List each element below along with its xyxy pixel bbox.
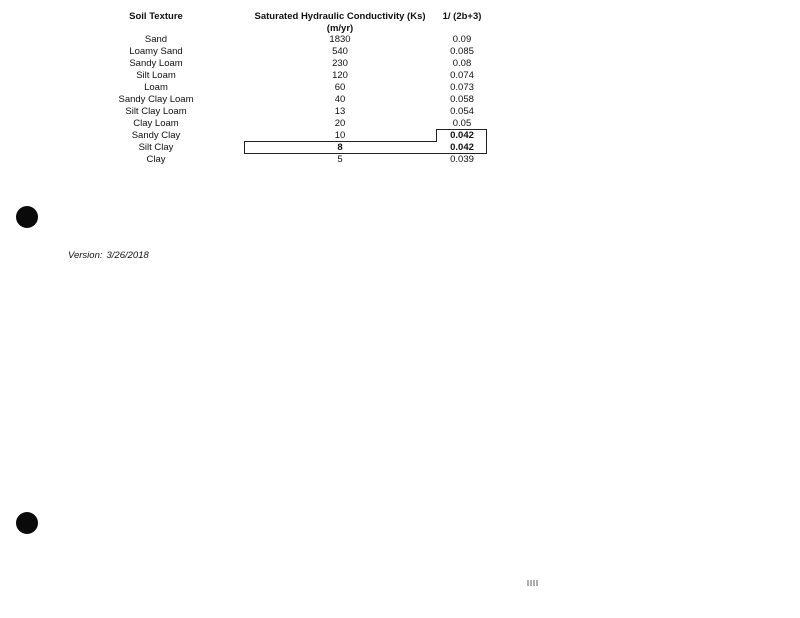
cell-soil-texture: Sand (144, 34, 168, 45)
highlight-box-right-line (486, 129, 487, 153)
cell-ks: 5 (337, 154, 343, 165)
cell-ks: 10 (334, 130, 346, 141)
punch-hole-mark (16, 512, 38, 534)
cell-inv: 0.085 (450, 46, 474, 57)
cell-ks: 60 (334, 82, 346, 93)
version-date: 3/26/2018 (106, 250, 149, 261)
table-row (0, 46, 520, 58)
highlight-box-far-left-line (244, 141, 245, 153)
cell-inv: 0.058 (450, 94, 474, 105)
table-row (0, 70, 520, 82)
cell-ks: 1830 (329, 34, 351, 45)
cell-ks: 20 (334, 118, 346, 129)
header-inverse-exponent: 1/ (2b+3) (442, 11, 482, 22)
cell-soil-texture: Sandy Clay (131, 130, 181, 141)
cell-soil-texture: Clay Loam (133, 118, 179, 129)
cell-inv: 0.073 (450, 82, 474, 93)
table-row (0, 94, 520, 106)
version-line (68, 250, 149, 261)
cell-soil-texture: Sandy Loam (129, 58, 183, 69)
table-row (0, 82, 520, 94)
header-hydraulic-conductivity-unit: (m/yr) (326, 23, 354, 34)
cell-soil-texture: Sandy Clay Loam (118, 94, 194, 105)
table-row (0, 106, 520, 118)
cell-soil-texture: Silt Loam (136, 70, 176, 81)
cell-soil-texture: Loamy Sand (129, 46, 183, 57)
cell-soil-texture: Clay (146, 154, 166, 165)
header-soil-texture: Soil Texture (129, 11, 183, 22)
cell-soil-texture: Silt Clay (138, 142, 174, 153)
table-row (0, 34, 520, 46)
cell-ks: 8 (337, 142, 343, 153)
header-hydraulic-conductivity: Saturated Hydraulic Conductivity (Ks) (254, 11, 426, 22)
cell-inv: 0.05 (452, 118, 472, 129)
highlight-box-top-line (436, 129, 487, 130)
scan-artifact (527, 580, 539, 586)
punch-hole-mark (16, 206, 38, 228)
cell-inv: 0.09 (452, 34, 472, 45)
cell-ks: 13 (334, 106, 346, 117)
cell-ks: 120 (332, 70, 348, 81)
version-label: Version: (68, 250, 103, 261)
cell-inv: 0.08 (452, 58, 472, 69)
cell-ks: 40 (334, 94, 346, 105)
table-row (0, 154, 520, 166)
table-row (0, 58, 520, 70)
highlight-box-bottom-line (244, 153, 487, 154)
cell-soil-texture: Loam (144, 82, 168, 93)
cell-inv: 0.054 (450, 106, 474, 117)
cell-ks: 230 (332, 58, 348, 69)
cell-inv: 0.039 (450, 154, 474, 165)
cell-inv: 0.042 (450, 130, 474, 141)
highlight-box-middle-line (244, 141, 437, 142)
cell-inv: 0.042 (450, 142, 474, 153)
cell-ks: 540 (332, 46, 348, 57)
cell-soil-texture: Silt Clay Loam (125, 106, 187, 117)
cell-inv: 0.074 (450, 70, 474, 81)
